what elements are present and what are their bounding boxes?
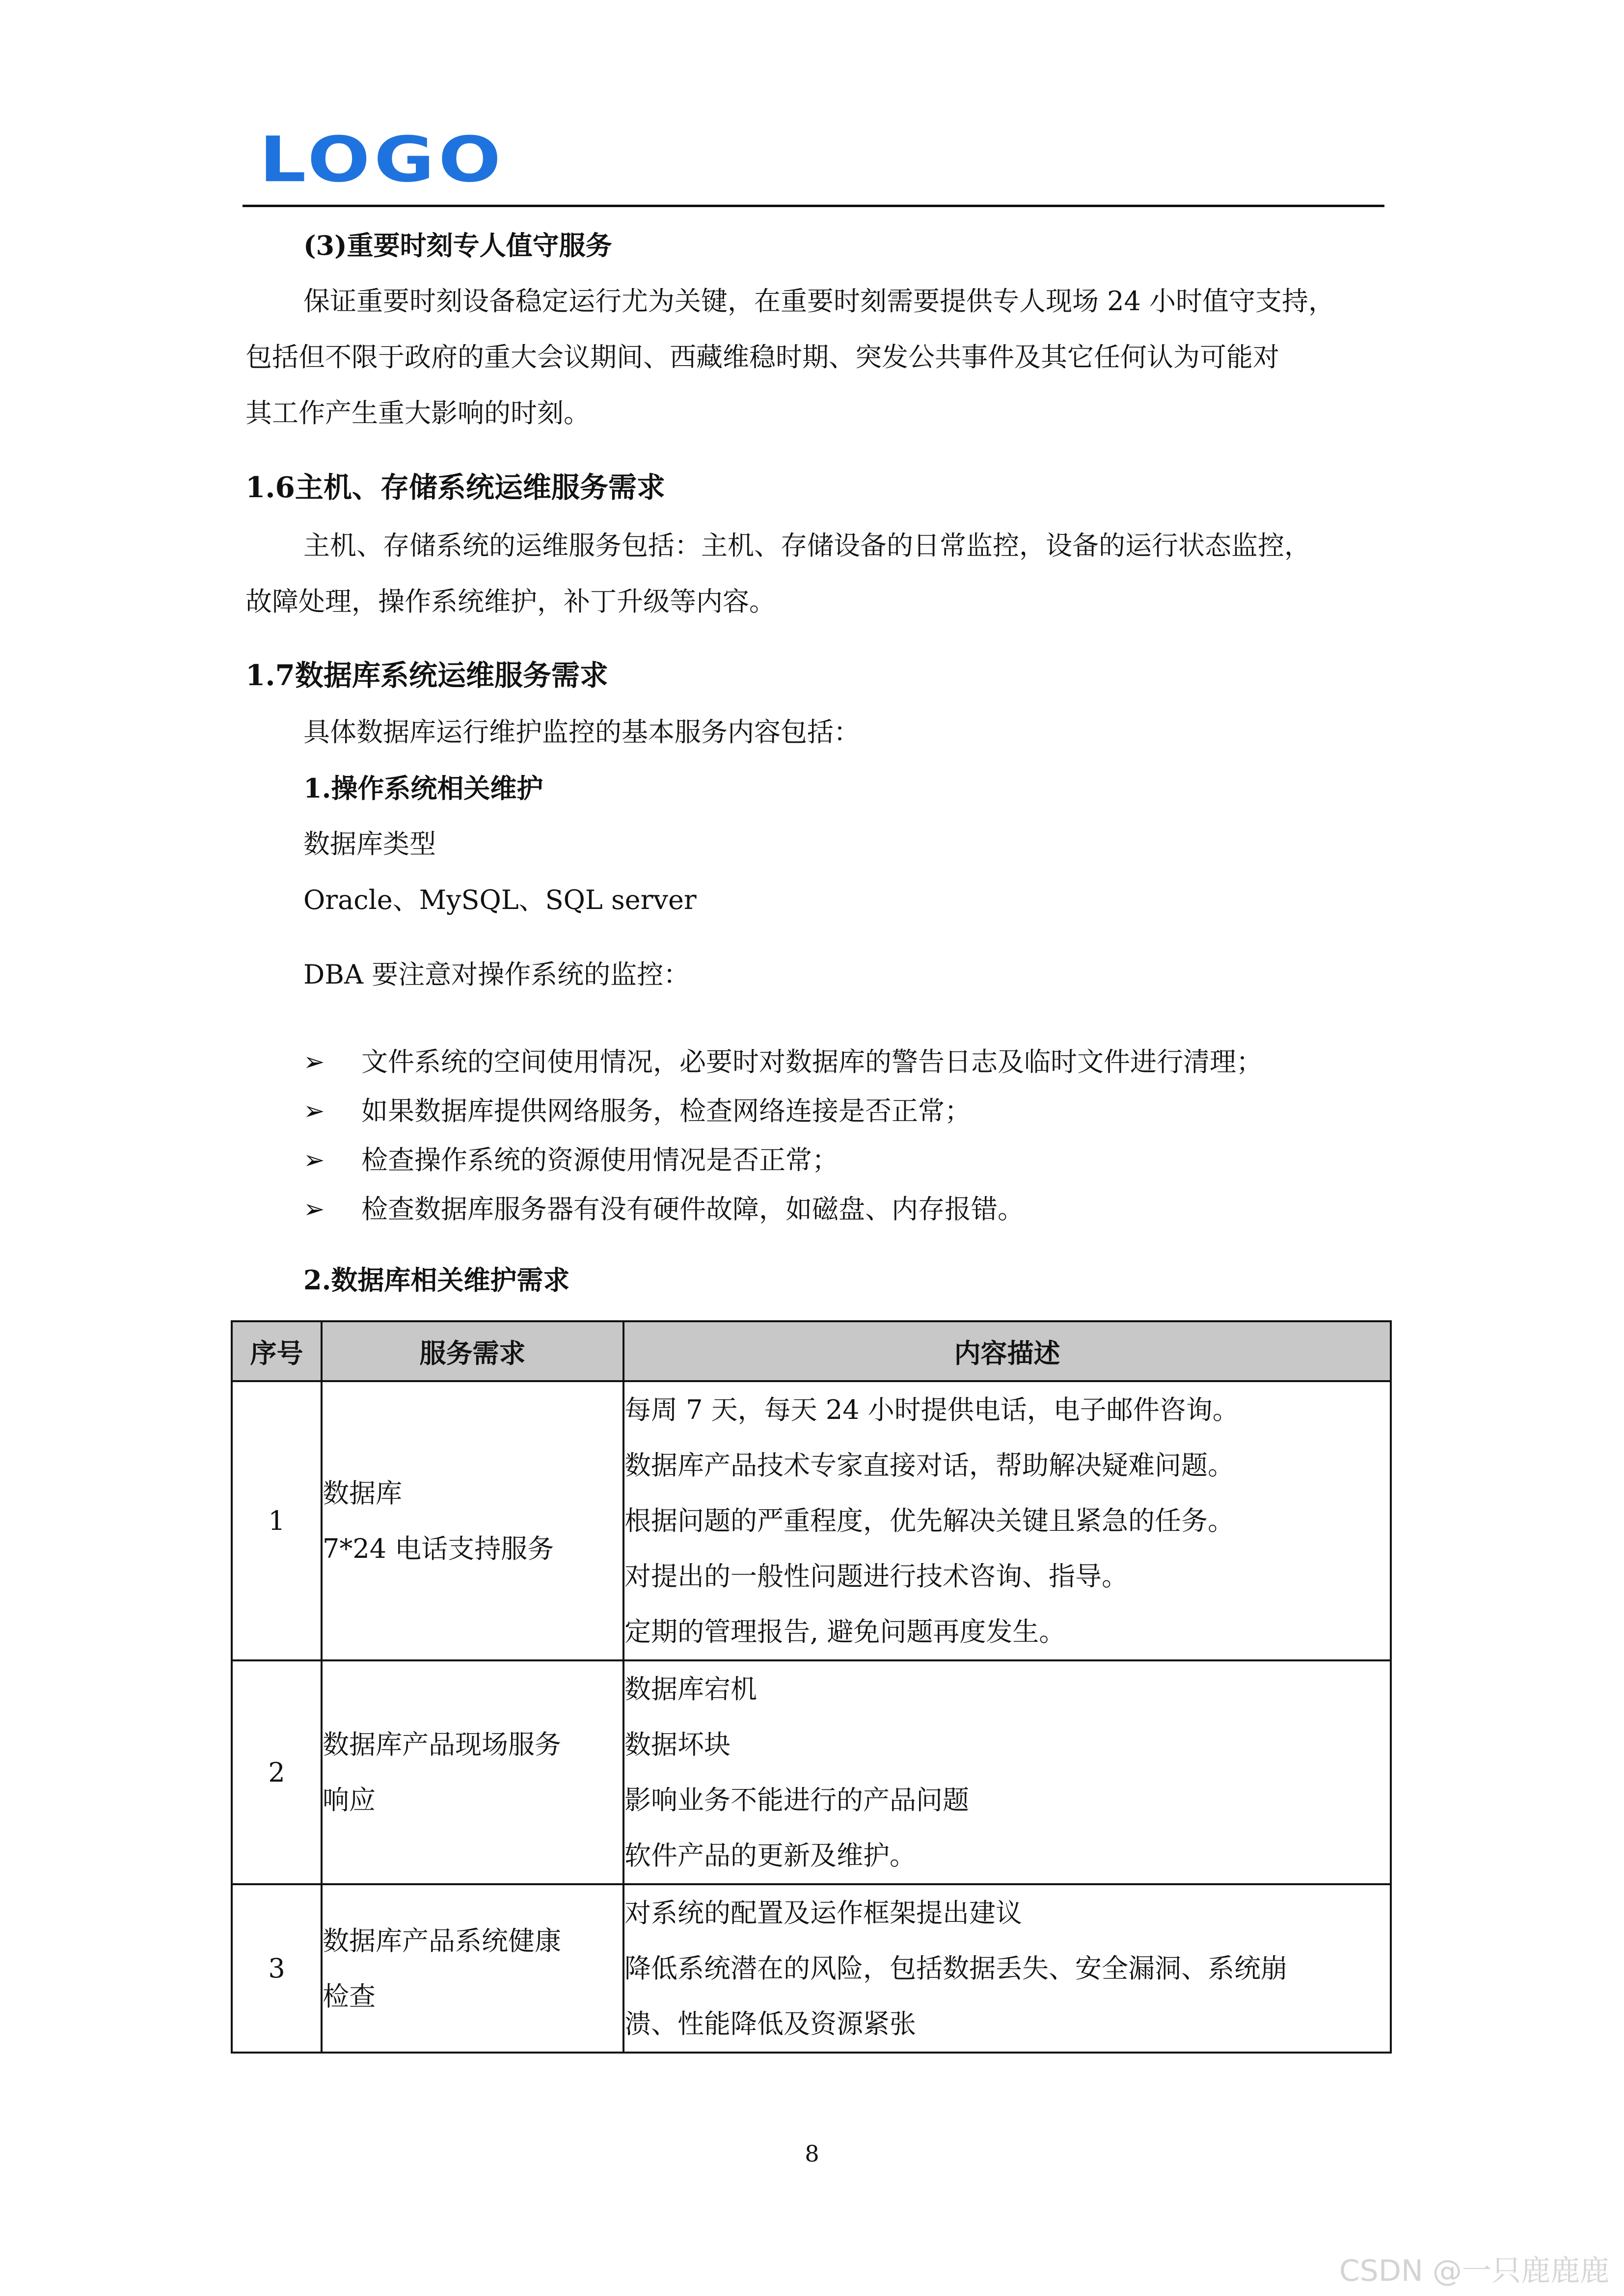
paragraph-line: 保证重要时刻设备稳定运行尤为关键，在重要时刻需要提供专人现场 24 小时值守支持，	[303, 286, 1335, 317]
row-description	[623, 1660, 1391, 1884]
description-line: 每周 7 天，每天 24 小时提供电话，电子邮件咨询。	[624, 1394, 1239, 1425]
description-line: 数据坏块	[624, 1729, 731, 1760]
dba-note: DBA 要注意对操作系统的监控：	[303, 959, 690, 990]
description-line: 对提出的一般性问题进行技术咨询、指导。	[624, 1561, 1128, 1592]
table-row	[232, 1381, 1391, 1660]
paragraph-line: 包括但不限于政府的重大会议期间、西藏维稳时期、突发公共事件及其它任何认为可能对	[245, 342, 1279, 373]
description-line: 数据库产品技术专家直接对话，帮助解决疑难问题。	[624, 1450, 1234, 1481]
row-requirement	[322, 1660, 623, 1884]
arrow-bullet-icon: ➢	[303, 1195, 325, 1224]
row-requirement	[322, 1884, 623, 2053]
row-description	[623, 1884, 1391, 2053]
section-1-7-intro: 具体数据库运行维护监控的基本服务内容包括：	[303, 717, 860, 748]
row-requirement	[322, 1381, 623, 1660]
paragraph-line: 其工作产生重大影响的时刻。	[245, 398, 590, 428]
description-line: 软件产品的更新及维护。	[624, 1840, 916, 1871]
description-line: 降低系统潜在的风险，包括数据丢失、安全漏洞、系统崩	[624, 1953, 1287, 1984]
description-line: 影响业务不能进行的产品问题	[624, 1785, 969, 1815]
description-line: 数据库宕机	[624, 1674, 757, 1705]
db-type-label: 数据库类型	[303, 828, 436, 859]
row-description	[623, 1381, 1391, 1660]
watermark: CSDN @一只鹿鹿鹿	[1339, 2254, 1609, 2288]
row-number: 3	[232, 1884, 322, 2053]
table-row	[232, 1660, 1391, 1884]
requirement-line: 检查	[323, 1980, 376, 2012]
table-row	[232, 1884, 1391, 2053]
section-1-6-heading: 1.6主机、存储系统运维服务需求	[245, 471, 665, 504]
col-header-num: 序号	[232, 1321, 322, 1381]
col-header-req: 服务需求	[322, 1321, 623, 1381]
paragraph-line: 主机、存储系统的运维服务包括：主机、存储设备的日常监控，设备的运行状态监控，	[303, 530, 1311, 561]
logo: LOGO	[259, 123, 505, 196]
service-table	[231, 1320, 1392, 2054]
requirement-line: 7*24 电话支持服务	[323, 1533, 554, 1564]
requirement-line: 数据库产品系统健康	[323, 1925, 561, 1956]
arrow-bullet-icon: ➢	[303, 1146, 325, 1175]
bullet-item: 如果数据库提供网络服务，检查网络连接是否正常；	[361, 1095, 971, 1126]
arrow-bullet-icon: ➢	[303, 1096, 325, 1126]
col-header-desc: 内容描述	[623, 1321, 1391, 1381]
requirement-line: 数据库产品现场服务	[323, 1729, 561, 1760]
arrow-bullet-icon: ➢	[303, 1047, 325, 1077]
description-line: 溃、性能降低及资源紧张	[624, 2008, 916, 2039]
description-line: 定期的管理报告, 避免问题再度发生。	[624, 1616, 1066, 1647]
paragraph-line: 故障处理，操作系统维护，补丁升级等内容。	[245, 586, 776, 617]
row-number: 2	[232, 1660, 322, 1884]
bullet-item: 检查操作系统的资源使用情况是否正常；	[361, 1145, 839, 1175]
requirement-line: 数据库	[323, 1477, 402, 1509]
section-1-7-heading: 1.7数据库系统运维服务需求	[245, 659, 608, 692]
bullet-item: 检查数据库服务器有没有硬件故障，如磁盘、内存报错。	[361, 1194, 1024, 1225]
page-number: 8	[805, 2140, 819, 2167]
requirement-line: 响应	[323, 1785, 376, 1815]
row-number: 1	[232, 1381, 322, 1660]
db-types: Oracle、MySQL、SQL server	[303, 884, 697, 915]
table-header-row	[232, 1321, 1391, 1381]
bullet-item: 文件系统的空间使用情况，必要时对数据库的警告日志及临时文件进行清理；	[361, 1046, 1263, 1077]
description-line: 根据问题的严重程度，优先解决关键且紧急的任务。	[624, 1505, 1234, 1536]
subsection-2-title: 2.数据库相关维护需求	[303, 1264, 570, 1296]
section-important-title: (3)重要时刻专人值守服务	[303, 230, 612, 261]
description-line: 对系统的配置及运作框架提出建议	[624, 1897, 1022, 1928]
subsection-1-title: 1.操作系统相关维护	[303, 773, 543, 804]
header-divider	[243, 205, 1384, 207]
